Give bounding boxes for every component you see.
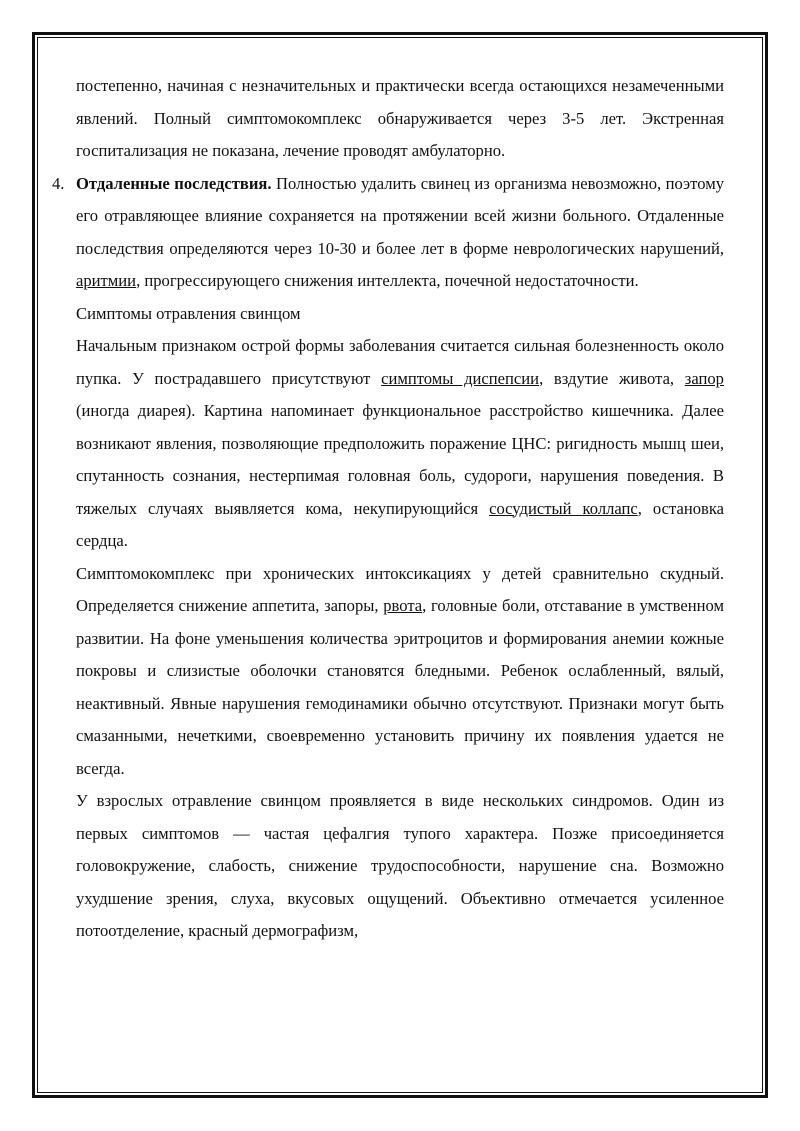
paragraph-children-symptoms (76, 558, 724, 786)
paragraph-acute-symptoms (76, 330, 724, 558)
section-heading-text: Симптомы отравления свинцом (76, 303, 301, 323)
paragraph-adult-symptoms (76, 785, 724, 948)
section-heading (76, 298, 724, 331)
paragraph-text: Начальным признаком острой формы заболевания считается сильная болезненность около пупка. У пострадавшего присутствуют (76, 336, 724, 388)
paragraph-text: , головные боли, отставание в умственном развитии. На фоне уменьшения количества эритроцитов и формирования анемии кожные покровы и слизистые оболочки становятся бледными. Ребенок ослабленный, вялый, неактивный. Явные нарушения гемодинамики обычно отсутствуют. Признаки могут быть смазанными, нечеткими, своевременно установить причину их появления удается не всегда. (76, 596, 724, 778)
paragraph-text: , вздутие живота, (539, 368, 685, 388)
link-vascular-collapse[interactable]: сосудистый коллапс (489, 498, 638, 518)
link-constipation[interactable]: запор (684, 368, 724, 388)
paragraph-text: У взрослых отравление свинцом проявляется в виде нескольких синдромов. Один из первых симптомов — частая цефалгия тупого характера. Позже присоединяется головокружение, слабость, снижение трудоспособности, нарушение сна. Возможно ухудшение зрения, слуха, вкусовых ощущений. Объективно отмечается усиленное потоотделение, красный дермографизм, (76, 791, 724, 940)
list-item-text: Полностью удалить свинец из организма невозможно, поэтому его отравляющее влияние сохраняется на протяжении всей жизни больного. Отдаленные последствия определяются через 10-30 и более лет в форме неврологических нарушений, (76, 173, 724, 258)
list-item-title: Отдаленные последствия. (76, 173, 272, 193)
document-body (52, 70, 725, 948)
link-dyspepsia-symptoms[interactable]: симптомы диспепсии (381, 368, 540, 388)
list-item-text: , прогрессирующего снижения интеллекта, почечной недостаточности. (136, 271, 639, 290)
paragraph-text: Симптомокомплекс при хронических интоксикациях у детей сравнительно скудный. Определяется снижение аппетита, запоры, (76, 563, 724, 615)
paragraph-text: постепенно, начиная с незначительных и практически всегда остающихся незамеченными явлений. Полный симптомокомплекс обнаруживается через 3-5 лет. Экстренная госпитализация не показана, лечение проводят амбулаторно. (76, 76, 724, 160)
list-item-4 (52, 168, 724, 298)
paragraph-continuation (76, 70, 724, 168)
list-number: 4. (52, 173, 65, 193)
paragraph-text: , остановка сердца. (76, 498, 725, 550)
paragraph-text: (иногда диарея). Картина напоминает функциональное расстройство кишечника. Далее возникают явления, позволяющие предположить поражение ЦНС: ригидность мышц шеи, спутанность сознания, нестерпимая головная боль, судороги, нарушения поведения. В тяжелых случаях выявляется кома, некупирующийся (76, 401, 724, 518)
link-vomiting[interactable]: рвота (383, 596, 423, 615)
link-arrhythmia[interactable]: аритмии (76, 271, 137, 290)
